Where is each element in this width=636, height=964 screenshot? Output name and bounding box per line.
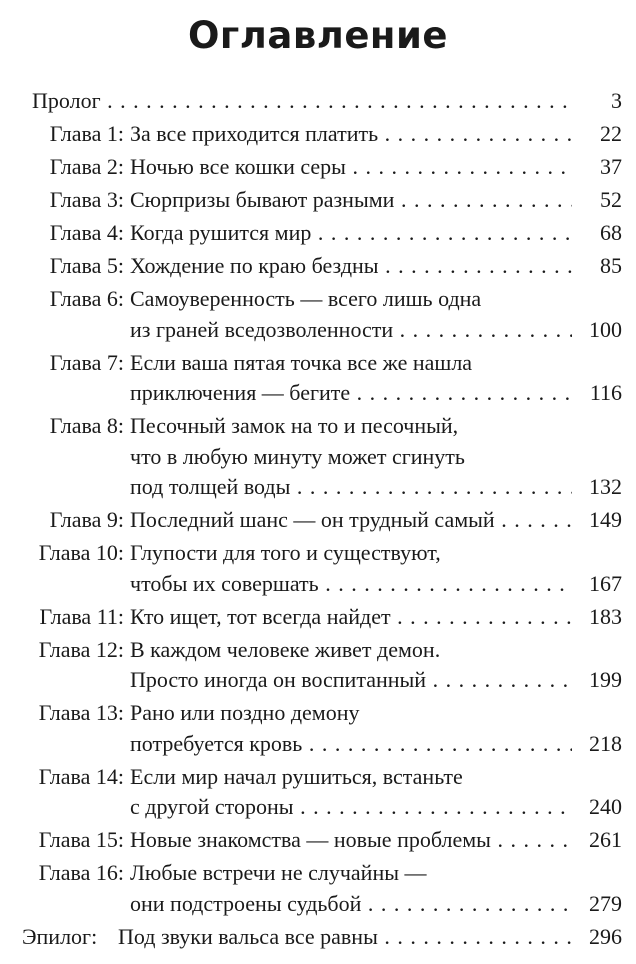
toc-line bbox=[22, 922, 622, 953]
toc-entry-chapter-11 bbox=[22, 602, 622, 633]
toc-entry-title: Любые встречи не случайны — bbox=[130, 860, 427, 885]
toc-line bbox=[22, 284, 622, 315]
toc-chapter-label: Глава 14: bbox=[38, 763, 124, 789]
toc-line bbox=[22, 698, 622, 729]
toc-entry-title: Если мир начал рушиться, встаньте bbox=[130, 763, 463, 789]
toc-line bbox=[22, 729, 622, 760]
table-of-contents bbox=[22, 86, 622, 955]
toc-chapter-label: Глава 9: bbox=[49, 507, 124, 532]
toc-page-number: 167 bbox=[589, 570, 622, 596]
toc-entry-title: Когда рушится мир . . . bbox=[130, 218, 572, 249]
toc-entry-title: Глупости для того и существуют, bbox=[130, 540, 441, 565]
toc-entry-title: Хождение по краю бездны . . . bbox=[130, 251, 572, 282]
toc-line bbox=[22, 665, 622, 696]
toc-page-number: 199 bbox=[589, 667, 622, 692]
toc-line bbox=[22, 635, 622, 666]
toc-chapter-label: Глава 12: bbox=[38, 636, 124, 662]
toc-chapter-label: Глава 2: bbox=[49, 154, 124, 179]
toc-entry-title: они подстроены судьбой . . . bbox=[130, 889, 572, 920]
toc-chapter-label: Глава 7: bbox=[49, 349, 124, 375]
toc-line bbox=[22, 602, 622, 633]
toc-page-number: 85 bbox=[600, 253, 622, 278]
toc-entry-title: с другой стороны . . . bbox=[130, 792, 572, 823]
toc-page-number: 183 bbox=[589, 603, 622, 629]
toc-page-number: 261 bbox=[589, 827, 622, 852]
toc-page-number: 3 bbox=[611, 88, 622, 113]
toc-chapter-label: Глава 6: bbox=[49, 286, 124, 311]
toc-entry-title: Самоуверенность — всего лишь одна bbox=[130, 286, 482, 311]
page-title: Оглавление bbox=[187, 14, 449, 57]
toc-entry-chapter-4 bbox=[22, 218, 622, 249]
toc-entry-prologue bbox=[22, 86, 622, 117]
toc-entry-title: Под звуки вальса все равны . . . bbox=[118, 922, 572, 953]
toc-line bbox=[22, 251, 622, 282]
toc-line bbox=[22, 569, 622, 600]
toc-entry-title: Пролог . . . bbox=[32, 86, 572, 117]
toc-chapter-label: Глава 5: bbox=[49, 253, 124, 278]
toc-entry-epilogue bbox=[22, 922, 622, 953]
toc-line bbox=[22, 825, 622, 856]
toc-entry-chapter-5 bbox=[22, 251, 622, 282]
toc-line bbox=[22, 792, 622, 823]
toc-entry-title: Сюрпризы бывают разными . . . bbox=[130, 185, 572, 216]
toc-page-number: 218 bbox=[589, 730, 622, 756]
toc-chapter-label: Глава 8: bbox=[49, 413, 124, 438]
toc-entry-title: Ночью все кошки серы . . . bbox=[130, 152, 572, 183]
toc-line bbox=[22, 889, 622, 920]
toc-page-number: 116 bbox=[589, 380, 622, 405]
toc-chapter-label: Эпилог: bbox=[22, 923, 98, 949]
toc-page-number: 132 bbox=[589, 474, 622, 499]
toc-chapter-label: Глава 1: bbox=[49, 121, 124, 146]
toc-entry-chapter-6 bbox=[22, 284, 622, 345]
toc-entry-title: потребуется кровь . . . bbox=[130, 729, 572, 760]
toc-entry-chapter-8 bbox=[22, 411, 622, 503]
toc-line bbox=[22, 442, 622, 473]
toc-page-number: 52 bbox=[600, 187, 622, 212]
toc-line bbox=[22, 185, 622, 216]
toc-chapter-label: Глава 13: bbox=[38, 700, 124, 725]
toc-line bbox=[22, 315, 622, 346]
toc-entry-title: Последний шанс — он трудный самый . . . bbox=[130, 505, 572, 536]
toc-entry-chapter-10 bbox=[22, 538, 622, 599]
toc-line bbox=[22, 505, 622, 536]
toc-entry-chapter-14 bbox=[22, 762, 622, 823]
toc-chapter-label: Глава 16: bbox=[38, 860, 124, 885]
toc-entry-title: Новые знакомства — новые проблемы . . . bbox=[130, 825, 572, 856]
toc-entry-chapter-2 bbox=[22, 152, 622, 183]
toc-entry-title: приключения — бегите . . . bbox=[130, 378, 572, 409]
toc-entry-chapter-3 bbox=[22, 185, 622, 216]
toc-line bbox=[22, 218, 622, 249]
toc-line bbox=[22, 411, 622, 442]
toc-chapter-label: Глава 15: bbox=[38, 827, 124, 852]
toc-page-number: 240 bbox=[589, 794, 622, 819]
toc-page-number: 37 bbox=[600, 154, 622, 179]
toc-chapter-label: Глава 3: bbox=[49, 187, 124, 212]
toc-entry-title: Рано или поздно демону bbox=[130, 700, 360, 725]
toc-entry-title: чтобы их совершать . . . bbox=[130, 569, 572, 600]
toc-chapter-label: Глава 4: bbox=[49, 220, 124, 245]
toc-entry-chapter-16 bbox=[22, 858, 622, 919]
toc-line bbox=[22, 472, 622, 503]
toc-entry-chapter-12 bbox=[22, 635, 622, 696]
toc-page-number: 68 bbox=[600, 220, 622, 245]
toc-entry-title: Просто иногда он воспитанный . . . bbox=[130, 665, 572, 696]
toc-line bbox=[22, 762, 622, 793]
toc-entry-chapter-15 bbox=[22, 825, 622, 856]
toc-line bbox=[22, 378, 622, 409]
toc-line bbox=[22, 119, 622, 150]
toc-entry-title: Кто ищет, тот всегда найдет . . . bbox=[130, 602, 572, 633]
toc-entry-title: Песочный замок на то и песочный, bbox=[130, 413, 459, 438]
toc-entry-title: что в любую минуту может сгинуть bbox=[130, 443, 465, 469]
toc-entry-title: За все приходится платить . . . bbox=[130, 119, 572, 150]
toc-line bbox=[22, 538, 622, 569]
toc-entry-chapter-13 bbox=[22, 698, 622, 759]
toc-entry-title: В каждом человеке живет демон. bbox=[130, 636, 441, 662]
toc-page-number: 149 bbox=[589, 507, 622, 532]
toc-entry-chapter-1 bbox=[22, 119, 622, 150]
toc-entry-title: из граней вседозволенности . . . bbox=[130, 315, 572, 346]
toc-line bbox=[22, 152, 622, 183]
toc-line bbox=[22, 86, 622, 117]
toc-chapter-label: Глава 11: bbox=[39, 603, 124, 629]
toc-page-number: 100 bbox=[589, 316, 622, 342]
toc-page-number: 22 bbox=[600, 121, 622, 146]
toc-page-number: 279 bbox=[589, 890, 622, 916]
toc-line bbox=[22, 348, 622, 379]
toc-line bbox=[22, 858, 622, 889]
toc-entry-chapter-7 bbox=[22, 348, 622, 409]
toc-page-number: 296 bbox=[589, 923, 622, 949]
toc-entry-title: под толщей воды . . . bbox=[130, 472, 572, 503]
toc-chapter-label: Глава 10: bbox=[38, 540, 124, 565]
toc-entry-chapter-9 bbox=[22, 505, 622, 536]
toc-entry-title: Если ваша пятая точка все же нашла bbox=[130, 349, 473, 375]
